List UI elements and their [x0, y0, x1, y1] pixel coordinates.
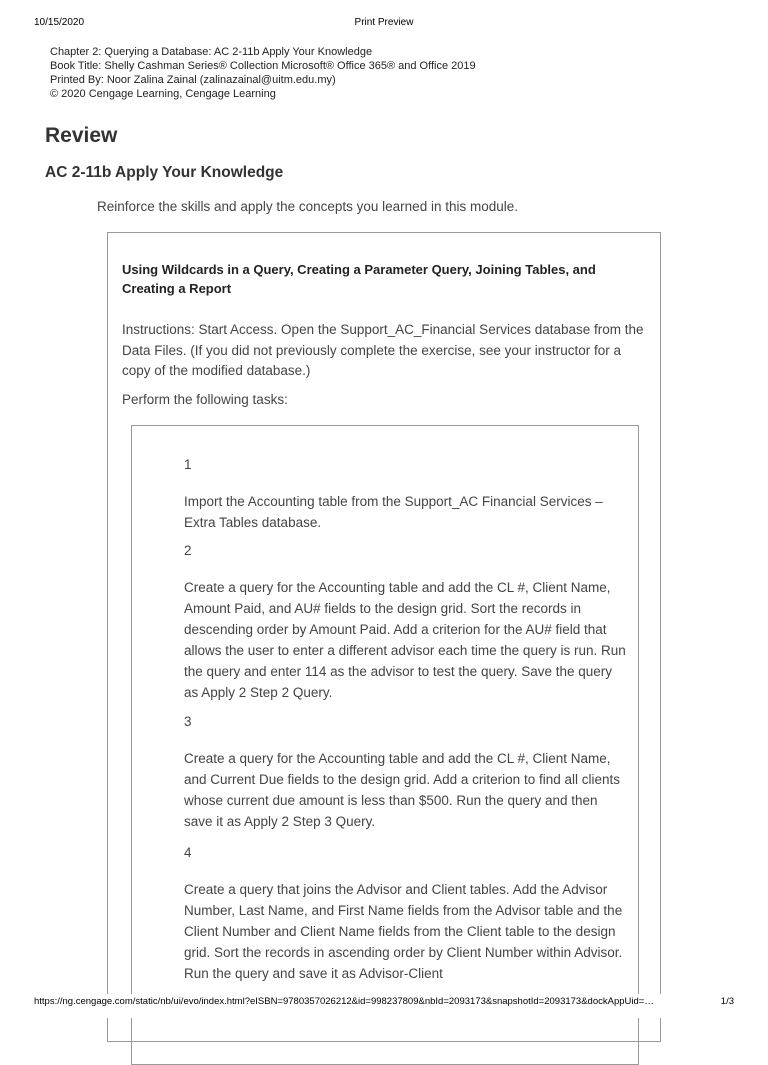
task-item [184, 711, 629, 832]
review-heading: Review [45, 124, 118, 147]
page-number: 1/3 [720, 996, 734, 1007]
task-number: 4 [184, 845, 192, 860]
task-number: 3 [184, 714, 192, 729]
task-text: Create a query for the Accounting table and add the CL #, Client Name, Amount Paid, and AU# fields to the design grid. Sort the records in descending order by Amount Paid. Add a criterion for the AU# field that allows the user to enter a different advisor each time the query is run. Run the query and enter 114 as the advisor to test the query. Save the query as Apply 2 Step 2 Query. [184, 580, 626, 700]
meta-printed-by: Printed By: Noor Zalina Zainal (zalinazainal@uitm.edu.my) [50, 74, 336, 86]
exercise-title: Using Wildcards in a Query, Creating a Parameter Query, Joining Tables, and Creating a Report [122, 262, 596, 296]
print-header [34, 17, 734, 31]
tasks-label: Perform the following tasks: [122, 392, 288, 407]
meta-chapter: Chapter 2: Querying a Database: AC 2-11b Apply Your Knowledge [50, 46, 373, 58]
meta-copyright: © 2020 Cengage Learning, Cengage Learning [50, 88, 276, 100]
task-item [184, 540, 629, 703]
print-url: https://ng.cengage.com/static/nb/ui/evo/index.html?eISBN=9780357026212&id=998237809&nbId=2093173&snapshotId=2093173&dockAppUid=… [34, 996, 654, 1007]
document-meta [50, 45, 476, 101]
intro-text: Reinforce the skills and apply the concepts you learned in this module. [97, 199, 518, 214]
print-footer [34, 994, 734, 1018]
task-item [184, 454, 629, 533]
exercise-instructions: Instructions: Start Access. Open the Support_AC_Financial Services database from the Data Files. (If you did not previously complete the exercise, see your instructor for a copy of the modified database.) [122, 322, 644, 378]
task-item [184, 842, 629, 984]
task-number: 2 [184, 543, 192, 558]
print-title: Print Preview [354, 17, 414, 28]
print-date: 10/15/2020 [34, 17, 85, 28]
section-heading: AC 2-11b Apply Your Knowledge [45, 164, 284, 181]
task-text: Import the Accounting table from the Support_AC Financial Services – Extra Tables database. [184, 494, 603, 530]
task-text: Create a query that joins the Advisor and Client tables. Add the Advisor Number, Last Name, and First Name fields from the Advisor table and the Client Number and Client Name fields from the Client table to the design grid. Sort the records in ascending order by Client Number within Advisor. Run the query and save it as Advisor-Client [184, 882, 623, 981]
task-list [131, 425, 639, 1065]
meta-book-title: Book Title: Shelly Cashman Series® Collection Microsoft® Office 365® and Office 2019 [50, 60, 476, 72]
task-number: 1 [184, 457, 192, 472]
task-text: Create a query for the Accounting table and add the CL #, Client Name, and Current Due fields to the design grid. Add a criterion to find all clients whose current due amount is less than $500. Run the query and then save it as Apply 2 Step 3 Query. [184, 751, 620, 829]
exercise-box [107, 232, 661, 1042]
